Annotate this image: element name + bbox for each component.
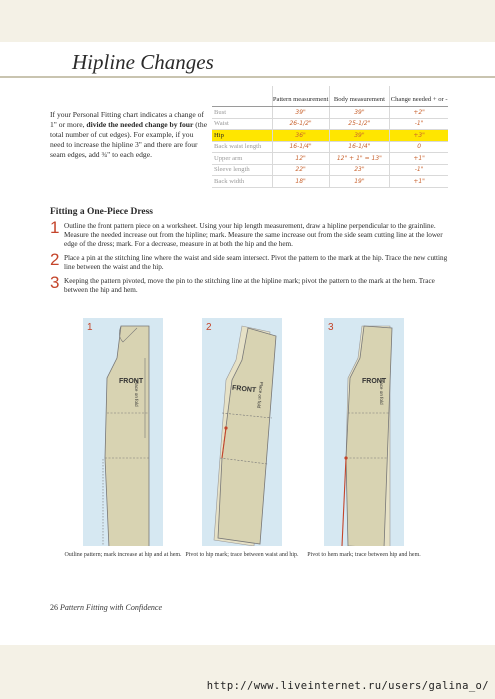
chart-row	[212, 107, 448, 119]
chart-cell-body: 16-1/4"	[329, 141, 390, 153]
step-number: 2	[50, 250, 60, 269]
illustration-panel-1	[83, 318, 163, 546]
front-label: FRONT	[231, 384, 257, 395]
illustration-number: 3	[328, 322, 334, 333]
book-title: Pattern Fitting with Confidence	[60, 603, 162, 612]
step-number: 3	[50, 273, 60, 292]
chart-header-cell: Body measurement	[329, 86, 390, 107]
intro-text-2: (the total number of cut edges). For example, if you need to increase the hipline 3" and there are four seam edges, add ¾" to each edge.	[50, 120, 208, 159]
chart-row	[212, 118, 448, 130]
illustration-panel-2	[202, 318, 282, 546]
chart-cell-body: 23"	[329, 164, 390, 176]
chart-header-cell: Pattern measurement	[272, 86, 329, 107]
chart-row	[212, 153, 448, 165]
chart-row	[212, 164, 448, 176]
chart-header-row	[212, 86, 448, 107]
chart-cell-change: -1"	[390, 118, 448, 130]
pattern-drawing-2	[202, 318, 282, 546]
step-text: Place a pin at the stitching line where the waist and side seam intersect. Pivot the pattern to the mark at the hip. Trace the new cutting line between the waist and the hip.	[64, 254, 448, 272]
intro-bold: divide the needed change by four	[86, 120, 194, 129]
section-subhead: Fitting a One-Piece Dress	[50, 207, 153, 217]
chart-row-label: Back width	[212, 176, 272, 188]
front-label: FRONT	[362, 378, 387, 385]
chart-cell-body: 25-1/2"	[329, 118, 390, 130]
chart-cell-pattern: 12"	[272, 153, 329, 165]
watermark-url: http://www.liveinternet.ru/users/galina_o/	[206, 680, 489, 692]
chart-cell-change: +1"	[390, 176, 448, 188]
intro-text-1: If your Personal Fitting chart indicates a change of 1" or more,	[50, 110, 204, 129]
illustration-caption-3: Pivot to hem mark; trace between hip and hem.	[307, 552, 421, 558]
grain-label: Place on fold	[379, 378, 384, 405]
chart-cell-body: 39"	[329, 130, 390, 142]
illustration-caption-2: Pivot to hip mark; trace between waist and hip.	[185, 552, 299, 558]
chart-cell-body: 39"	[329, 107, 390, 119]
chart-cell-pattern: 16-1/4"	[272, 141, 329, 153]
page-title: Hipline Changes	[72, 50, 214, 74]
chart-row-label: Upper arm	[212, 153, 272, 165]
step-text: Outline the front pattern piece on a worksheet. Using your hip length measurement, draw a hipline perpendicular to the grainline. Measure the needed increase out from the hipline; mark. Measure the same increase out from the side seam cutting line at the lower edge of the dress; mark. For a decrease, measure in at both the hip and the hem.	[64, 222, 443, 249]
chart-cell-pattern: 18"	[272, 176, 329, 188]
pin-marker	[344, 456, 347, 459]
chart-header-cell	[212, 86, 272, 107]
chart-cell-body: 12" + 1" = 13"	[329, 153, 390, 165]
step-text: Keeping the pattern pivoted, move the pin to the stitching line at the hipline mark; pivot the pattern to the mark at the hem. Trace between the hip and hem.	[64, 277, 435, 295]
chart-cell-change: 0	[390, 141, 448, 153]
fitting-chart-table	[212, 86, 448, 188]
chart-cell-change: +3"	[390, 130, 448, 142]
chart-header-cell: Change needed + or -	[390, 86, 448, 107]
chart-body	[212, 107, 448, 188]
chart-cell-pattern: 26-1/2"	[272, 118, 329, 130]
chart-cell-change: +2"	[390, 107, 448, 119]
chart-cell-pattern: 39"	[272, 107, 329, 119]
illustration-number: 1	[87, 322, 93, 333]
pattern-drawing-3	[324, 318, 404, 546]
chart-cell-pattern: 22"	[272, 164, 329, 176]
chart-row	[212, 130, 448, 142]
intro-paragraph	[50, 110, 208, 160]
chart-row-label: Sleeve length	[212, 164, 272, 176]
illustration-number: 2	[206, 322, 212, 333]
chart-row	[212, 176, 448, 188]
chart-row-label: Back waist length	[212, 141, 272, 153]
pattern-drawing-1	[83, 318, 163, 546]
pin-marker	[224, 426, 227, 429]
grain-label: Place on fold	[134, 380, 139, 407]
page-number: 26	[50, 603, 58, 612]
chart-row-label: Waist	[212, 118, 272, 130]
title-rule	[0, 76, 495, 78]
illustration-panel-3	[324, 318, 404, 546]
chart-row-label: Bust	[212, 107, 272, 119]
chart-cell-change: +1"	[390, 153, 448, 165]
illustration-caption-1: Outline pattern; mark increase at hip and at hem.	[64, 552, 182, 558]
chart-cell-body: 19"	[329, 176, 390, 188]
front-label: FRONT	[119, 378, 144, 385]
step-number: 1	[50, 218, 60, 237]
chart-row	[212, 141, 448, 153]
chart-row-label: Hip	[212, 130, 272, 142]
chart-cell-change: -1"	[390, 164, 448, 176]
header-band	[0, 0, 495, 42]
page-footer	[50, 603, 162, 612]
grain-label: Place on fold	[256, 381, 264, 409]
chart-cell-pattern: 36"	[272, 130, 329, 142]
